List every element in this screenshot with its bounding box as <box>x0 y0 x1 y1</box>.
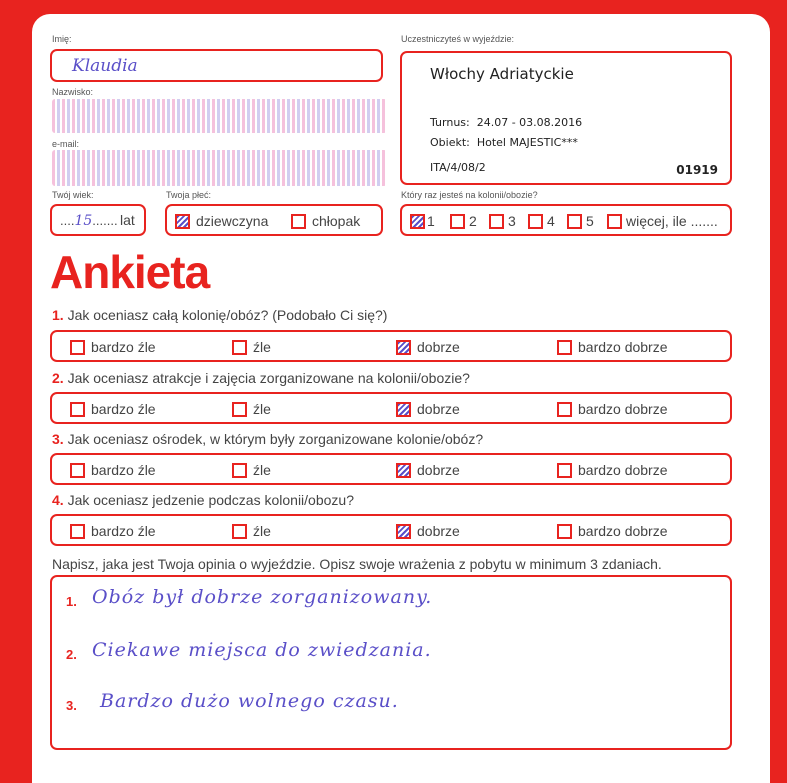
email-redacted <box>52 150 387 186</box>
answer-row-2 <box>50 392 732 424</box>
question-2: 2. Jak oceniasz atrakcje i zajęcia zorganizowane na kolonii/obozie? <box>52 370 470 386</box>
q2-option-bad[interactable]: źle <box>232 400 271 417</box>
opinion-answer-1: Obóz był dobrze zorganizowany. <box>92 586 433 608</box>
name-value: Klaudia <box>72 56 138 76</box>
times-option-4[interactable]: 4 <box>528 212 555 229</box>
times-option-more[interactable]: więcej, ile ....... <box>607 212 718 229</box>
gender-field <box>165 204 383 236</box>
age-field[interactable] <box>50 204 146 236</box>
q1-option-good[interactable]: dobrze <box>396 338 460 355</box>
surname-redacted <box>52 99 387 133</box>
gender-checkbox-girl[interactable] <box>175 214 190 229</box>
trip-code: ITA/4/08/2 <box>430 161 486 174</box>
q2-option-good[interactable]: dobrze <box>396 400 460 417</box>
times-checkbox-2[interactable] <box>450 214 465 229</box>
q3-option-good[interactable]: dobrze <box>396 461 460 478</box>
surname-label: Nazwisko: <box>52 87 94 97</box>
question-1: 1. Jak oceniasz całą kolonię/obóz? (Podobało Ci się?) <box>52 307 388 323</box>
trip-label: Uczestniczyteś w wyjeździe: <box>401 34 515 44</box>
opinion-answer-2: Ciekawe miejsca do zwiedzania. <box>92 639 432 661</box>
times-option-5[interactable]: 5 <box>567 212 594 229</box>
name-field[interactable] <box>50 49 383 82</box>
times-checkbox-1[interactable] <box>410 214 425 229</box>
q4-option-bad[interactable]: źle <box>232 522 271 539</box>
question-4: 4. Jak oceniasz jedzenie podczas kolonii/obozu? <box>52 492 354 508</box>
q1-option-very-bad[interactable]: bardzo źle <box>70 338 156 355</box>
opinion-num-1: 1. <box>66 594 77 609</box>
q4-option-very-bad[interactable]: bardzo źle <box>70 522 156 539</box>
times-option-3[interactable]: 3 <box>489 212 516 229</box>
times-field <box>400 204 732 236</box>
gender-option-girl[interactable]: dziewczyna <box>175 212 268 229</box>
trip-obiekt: Obiekt: Hotel MAJESTIC*** <box>430 136 578 149</box>
opinion-num-2: 2. <box>66 647 77 662</box>
opinion-prompt: Napisz, jaka jest Twoja opinia o wyjeździe. Opisz swoje wrażenia z pobytu w minimum 3 zdaniach. <box>52 556 662 572</box>
trip-number: 01919 <box>676 163 718 177</box>
times-checkbox-4[interactable] <box>528 214 543 229</box>
name-label: Imię: <box>52 34 72 44</box>
q3-option-bad[interactable]: źle <box>232 461 271 478</box>
q3-option-very-good[interactable]: bardzo dobrze <box>557 461 668 478</box>
gender-label: Twoja płeć: <box>166 190 212 200</box>
times-option-1[interactable]: 1 <box>410 212 435 229</box>
opinion-answer-3: Bardzo dużo wolnego czasu. <box>100 690 399 712</box>
q1-option-very-good[interactable]: bardzo dobrze <box>557 338 668 355</box>
trip-destination: Włochy Adriatyckie <box>430 65 574 83</box>
age-dots-before: .... <box>60 213 75 228</box>
age-label: Twój wiek: <box>52 190 94 200</box>
gender-option-boy[interactable]: chłopak <box>291 212 360 229</box>
times-checkbox-5[interactable] <box>567 214 582 229</box>
age-dots-after: ....... <box>92 213 118 228</box>
question-3: 3. Jak oceniasz ośrodek, w którym były zorganizowane kolonie/obóz? <box>52 431 484 447</box>
q1-option-bad[interactable]: źle <box>232 338 271 355</box>
q4-option-good[interactable]: dobrze <box>396 522 460 539</box>
email-label: e-mail: <box>52 139 80 149</box>
times-checkbox-3[interactable] <box>489 214 504 229</box>
q2-option-very-bad[interactable]: bardzo źle <box>70 400 156 417</box>
page-title: Ankieta <box>50 246 210 298</box>
answer-row-3 <box>50 453 732 485</box>
opinion-num-3: 3. <box>66 698 77 713</box>
trip-turnus: Turnus: 24.07 - 03.08.2016 <box>430 116 583 129</box>
q4-option-very-good[interactable]: bardzo dobrze <box>557 522 668 539</box>
q3-option-very-bad[interactable]: bardzo źle <box>70 461 156 478</box>
age-unit: lat <box>120 212 135 228</box>
times-option-2[interactable]: 2 <box>450 212 477 229</box>
answer-row-1 <box>50 330 732 362</box>
times-checkbox-more[interactable] <box>607 214 622 229</box>
age-value: 15 <box>74 213 93 229</box>
times-label: Który raz jesteś na kolonii/obozie? <box>401 190 538 200</box>
gender-checkbox-boy[interactable] <box>291 214 306 229</box>
trip-ticket <box>400 51 732 185</box>
answer-row-4 <box>50 514 732 546</box>
q2-option-very-good[interactable]: bardzo dobrze <box>557 400 668 417</box>
